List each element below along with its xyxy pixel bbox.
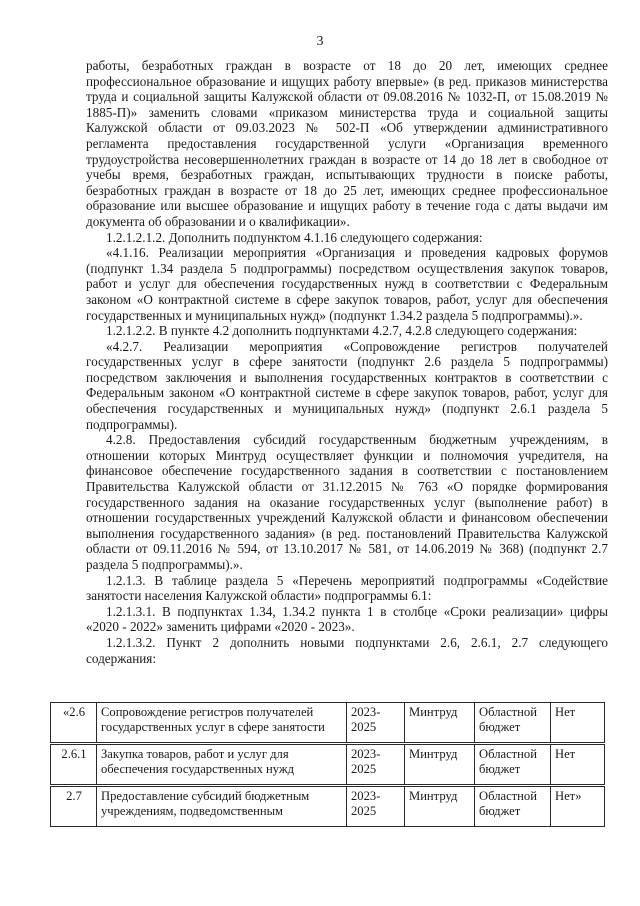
table-cell-period: 2023-2025 — [347, 744, 405, 786]
table-cell-name: Закупка товаров, работ и услуг для обеспечения государственных нужд — [97, 744, 347, 786]
paragraph: 1.2.1.3. В таблице раздела 5 «Перечень мероприятий подпрограммы «Содействие занятости населения Калужской области» подпрограммы 6.1: — [86, 572, 608, 604]
table-cell-executor: Минтруд — [405, 703, 475, 744]
paragraph: «4.2.7. Реализации мероприятия «Сопровождение регистров получателей государственных услуг в сфере занятости (подпункт 2.6 раздела 5 подпрограммы) посредством заключения и выполнения государственных контрактов в соответствии с Федеральным законом «О контрактной системе в сфере закупок товаров, работ, услуг для обеспечения государственных и муниципальных нужд» (подпункт 2.6.1 раздела 5 подпрограммы). — [86, 338, 608, 432]
measures-table — [50, 702, 605, 827]
table-cell-num: 2.6.1 — [51, 744, 97, 786]
table-cell-flag: Нет — [551, 703, 605, 744]
table-cell-period: 2023-2025 — [347, 786, 405, 827]
paragraph: 1.2.1.3.1. В подпунктах 1.34, 1.34.2 пункта 1 в столбце «Сроки реализации» цифры «2020 - 2022» заменить цифрами «2020 - 2023». — [86, 603, 608, 635]
table-cell-executor: Минтруд — [405, 786, 475, 827]
table-cell-name: Предоставление субсидий бюджетным учреждениям, подведомственным — [97, 786, 347, 827]
table-cell-num: «2.6 — [51, 703, 97, 744]
paragraph: 1.2.1.3.2. Пункт 2 дополнить новыми подпунктами 2.6, 2.6.1, 2.7 следующего содержания: — [86, 634, 608, 666]
paragraph: 1.2.1.2.2. В пункте 4.2 дополнить подпунктами 4.2.7, 4.2.8 следующего содержания: — [106, 323, 578, 339]
paragraph: «4.1.16. Реализации мероприятия «Организация и проведения кадровых форумов (подпункт 1.34 раздела 5 подпрограммы) посредством осуществления закупок товаров, работ и услуг для обеспечения государственных нужд в соответствии с Федеральным законом «О контрактной системе в сфере закупок товаров, работ, услуг для обеспечения государственных и муниципальных нужд» (подпункт 1.34.2 раздела 5 подпрограммы).». — [86, 245, 608, 323]
page-number: 3 — [316, 34, 324, 49]
table-cell-flag: Нет» — [551, 786, 605, 827]
table-cell-executor: Минтруд — [405, 744, 475, 786]
table-row — [51, 744, 605, 786]
paragraph: 4.2.8. Предоставления субсидий государственным бюджетным учреждениям, в отношении которых Минтруд осуществляет функции и полномочия учредителя, на финансовое обеспечение государственного задания в соответствии с постановлением Правительства Калужской области от 31.12.2015 № 763 «О порядке формирования государственного задания на оказание государственных услуг (выполнение работ) в отношении государственных учреждений Калужской области и финансовом обеспечении выполнения государственного задания» (в ред. постановлений Правительства Калужской области от 09.11.2016 № 594, от 13.10.2017 № 581, от 14.06.2019 № 368) (подпункт 2.7 раздела 5 подпрограммы).». — [86, 432, 608, 572]
table-cell-name: Сопровождение регистров получателей государственных услуг в сфере занятости — [97, 703, 347, 744]
table-row — [51, 703, 605, 744]
table-cell-period: 2023-2025 — [347, 703, 405, 744]
table-cell-num: 2.7 — [51, 786, 97, 827]
table-cell-source: Областной бюджет — [475, 703, 551, 744]
document-body — [86, 58, 608, 666]
paragraph: 1.2.1.2.1.2. Дополнить подпунктом 4.1.16 следующего содержания: — [106, 229, 483, 245]
paragraph: работы, безработных граждан в возрасте от 18 до 20 лет, имеющих среднее профессиональное образование и ищущих работу впервые» (в ред. приказов министерства труда и социальной защиты Калужской области от 09.08.2016 № 1032-П, от 15.08.2019 № 1885-П)» заменить словами «приказом министерства труда и социальной защиты Калужской области от 09.03.2023 № 502-П «Об утверждении административного регламента предоставления государственной услуги «Организация временного трудоустройства несовершеннолетних граждан в возрасте от 14 до 18 лет в свободное от учебы время, безработных граждан, испытывающих трудности в поиске работы, безработных граждан в возрасте от 18 до 25 лет, имеющих среднее профессиональное образование или высшее образование и ищущих работу в течение года с даты выдачи им документа об образовании и о квалификации». — [86, 58, 608, 229]
table-cell-flag: Нет — [551, 744, 605, 786]
table-cell-source: Областной бюджет — [475, 744, 551, 786]
table-cell-source: Областной бюджет — [475, 786, 551, 827]
table-row — [51, 786, 605, 827]
